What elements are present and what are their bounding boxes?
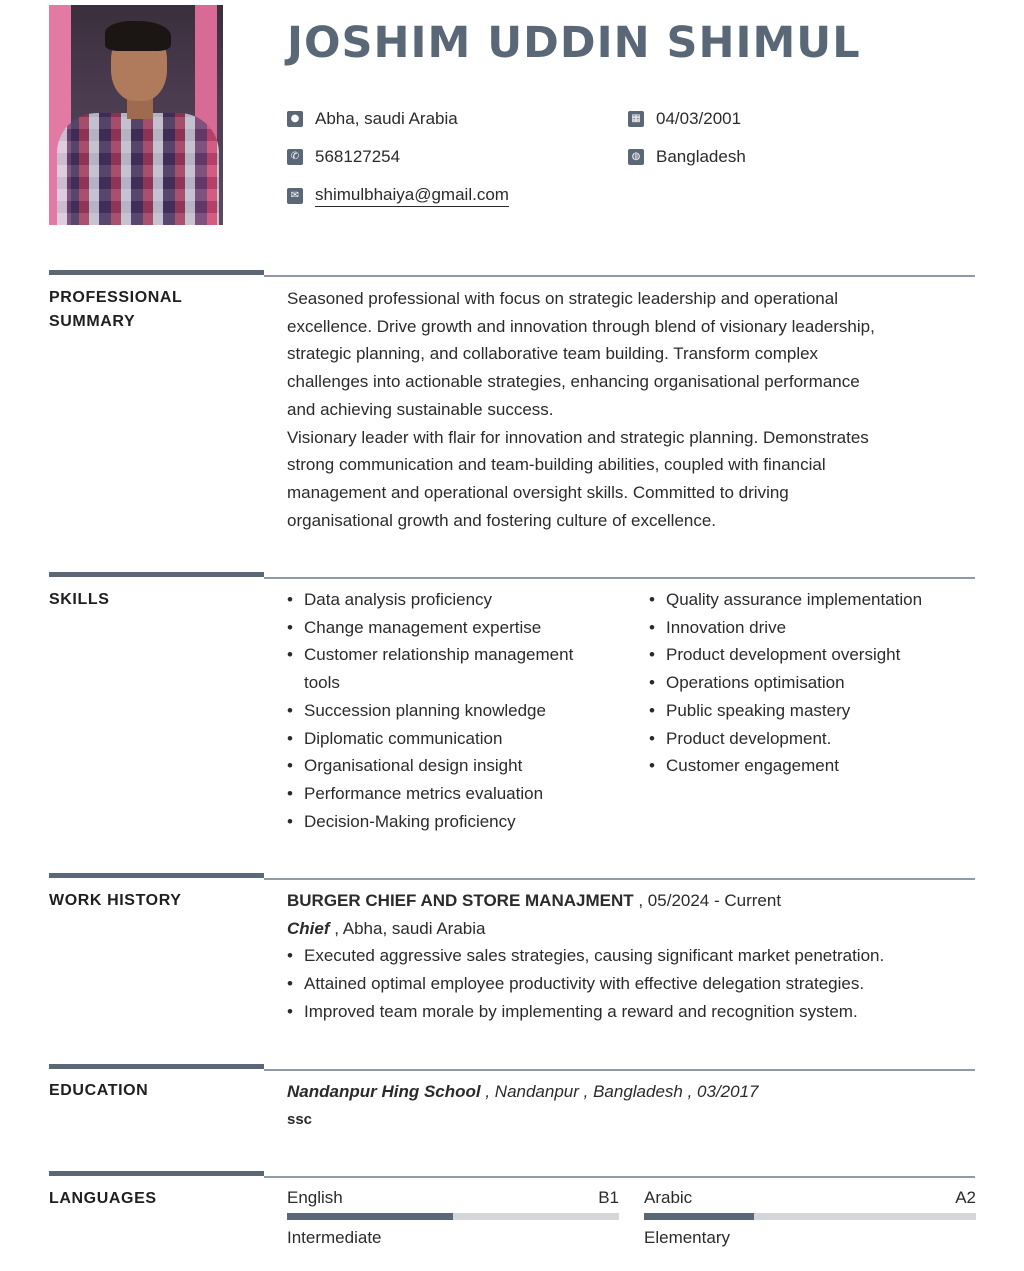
language-arabic bbox=[644, 1188, 976, 1248]
email-link[interactable]: shimulbhaiya@gmail.com bbox=[315, 185, 509, 207]
summary-line: organisational growth and fostering culture of excellence. bbox=[287, 510, 717, 530]
language-level-bar bbox=[287, 1213, 619, 1220]
section-divider-thin bbox=[264, 1176, 975, 1178]
skill-item: • Public speaking mastery bbox=[649, 697, 969, 725]
languages-heading: LANGUAGES bbox=[49, 1190, 157, 1207]
language-code: A2 bbox=[955, 1188, 976, 1207]
location-pin-icon: ● bbox=[287, 111, 303, 127]
calendar-icon: ▦ bbox=[628, 111, 644, 127]
nationality-text: Bangladesh bbox=[656, 147, 746, 166]
work-bullet: • Improved team morale by implementing a reward and recognition system. bbox=[287, 998, 957, 1026]
section-divider-thick bbox=[49, 1171, 264, 1176]
employer-name: BURGER CHIEF AND STORE MANAJMENT bbox=[287, 891, 634, 910]
section-divider-thin bbox=[264, 878, 975, 880]
skill-item: • Operations optimisation bbox=[649, 669, 969, 697]
phone-text: 568127254 bbox=[315, 147, 401, 166]
education-line bbox=[287, 1078, 957, 1106]
email-icon: ✉ bbox=[287, 188, 303, 204]
work-header-line bbox=[287, 887, 957, 915]
email-contact[interactable] bbox=[287, 185, 509, 207]
language-level-bar bbox=[644, 1213, 976, 1220]
phone-contact bbox=[287, 147, 400, 167]
language-level-fill bbox=[644, 1213, 754, 1220]
skill-item: • Product development oversight bbox=[649, 641, 969, 669]
work-entry bbox=[287, 887, 957, 1026]
degree: ssc bbox=[287, 1110, 313, 1128]
skill-item: • Diplomatic communication bbox=[287, 725, 622, 753]
role-location: , Abha, saudi Arabia bbox=[334, 918, 486, 938]
summary-line: strong communication and team-building abilities, coupled with financial bbox=[287, 455, 826, 475]
summary-line: strategic planning, and collaborative team building. Transform complex bbox=[287, 344, 819, 364]
summary-heading: PROFESSIONAL SUMMARY bbox=[49, 289, 183, 330]
work-bullets bbox=[287, 942, 957, 1025]
summary-line: Seasoned professional with focus on strategic leadership and operational bbox=[287, 289, 838, 308]
skill-item: • Customer relationship management tools bbox=[287, 641, 607, 696]
skill-item: • Customer engagement bbox=[649, 752, 969, 780]
skills-list-left bbox=[287, 586, 622, 835]
skill-item: • Quality assurance implementation bbox=[649, 586, 969, 614]
section-divider-thick bbox=[49, 873, 264, 878]
school-details: , Nandanpur , Bangladesh , 03/2017 bbox=[485, 1082, 759, 1101]
language-code: B1 bbox=[598, 1188, 619, 1207]
globe-icon: ◍ bbox=[628, 149, 644, 165]
skill-item: • Performance metrics evaluation bbox=[287, 780, 622, 808]
language-level-text: Intermediate bbox=[287, 1228, 382, 1247]
section-divider-thin bbox=[264, 1069, 975, 1071]
role-title: Chief bbox=[287, 918, 330, 938]
summary-line: Visionary leader with flair for innovation and strategic planning. Demonstrates bbox=[287, 427, 869, 447]
work-heading: WORK HISTORY bbox=[49, 892, 182, 909]
summary-line: and achieving sustainable success. bbox=[287, 399, 554, 419]
work-bullet: • Executed aggressive sales strategies, causing significant market penetration. bbox=[287, 942, 957, 970]
dob-text: 04/03/2001 bbox=[656, 109, 742, 128]
work-dates: , 05/2024 - Current bbox=[638, 891, 782, 910]
nationality-contact bbox=[628, 147, 746, 167]
education-entry bbox=[287, 1078, 957, 1133]
education-heading: EDUCATION bbox=[49, 1082, 149, 1099]
profile-photo bbox=[49, 5, 223, 225]
location-text: Abha, saudi Arabia bbox=[315, 109, 458, 128]
language-name: Arabic bbox=[644, 1188, 693, 1207]
section-divider-thin bbox=[264, 577, 975, 579]
skill-item: • Innovation drive bbox=[649, 614, 969, 642]
skill-item: • Organisational design insight bbox=[287, 752, 622, 780]
summary-line: challenges into actionable strategies, enhancing organisational performance bbox=[287, 372, 860, 392]
section-divider-thick bbox=[49, 572, 264, 577]
language-name: English bbox=[287, 1188, 343, 1207]
location-contact bbox=[287, 109, 458, 129]
work-bullet: • Attained optimal employee productivity with effective delegation strategies. bbox=[287, 970, 957, 998]
summary-line: management and operational oversight skills. Committed to driving bbox=[287, 482, 789, 502]
work-role-line bbox=[287, 915, 957, 943]
skill-item: • Decision-Making proficiency bbox=[287, 808, 622, 836]
language-level-text: Elementary bbox=[644, 1228, 730, 1247]
summary-line: excellence. Drive growth and innovation through blend of visionary leadership, bbox=[287, 316, 875, 336]
skill-item: • Succession planning knowledge bbox=[287, 697, 622, 725]
summary-body bbox=[287, 285, 957, 534]
language-level-fill bbox=[287, 1213, 453, 1220]
skill-item: • Data analysis proficiency bbox=[287, 586, 622, 614]
skill-item: • Product development. bbox=[649, 725, 969, 753]
school-name: Nandanpur Hing School bbox=[287, 1082, 481, 1101]
section-divider-thick bbox=[49, 1064, 264, 1069]
section-divider-thick bbox=[49, 270, 264, 275]
skills-list-right bbox=[649, 586, 969, 780]
skill-item: • Change management expertise bbox=[287, 614, 622, 642]
candidate-name: JOSHIM UDDIN SHIMUL bbox=[287, 18, 861, 68]
skills-heading: SKILLS bbox=[49, 591, 110, 608]
phone-icon: ✆ bbox=[287, 149, 303, 165]
section-divider-thin bbox=[264, 275, 975, 277]
language-english bbox=[287, 1188, 619, 1248]
dob-contact bbox=[628, 109, 741, 129]
